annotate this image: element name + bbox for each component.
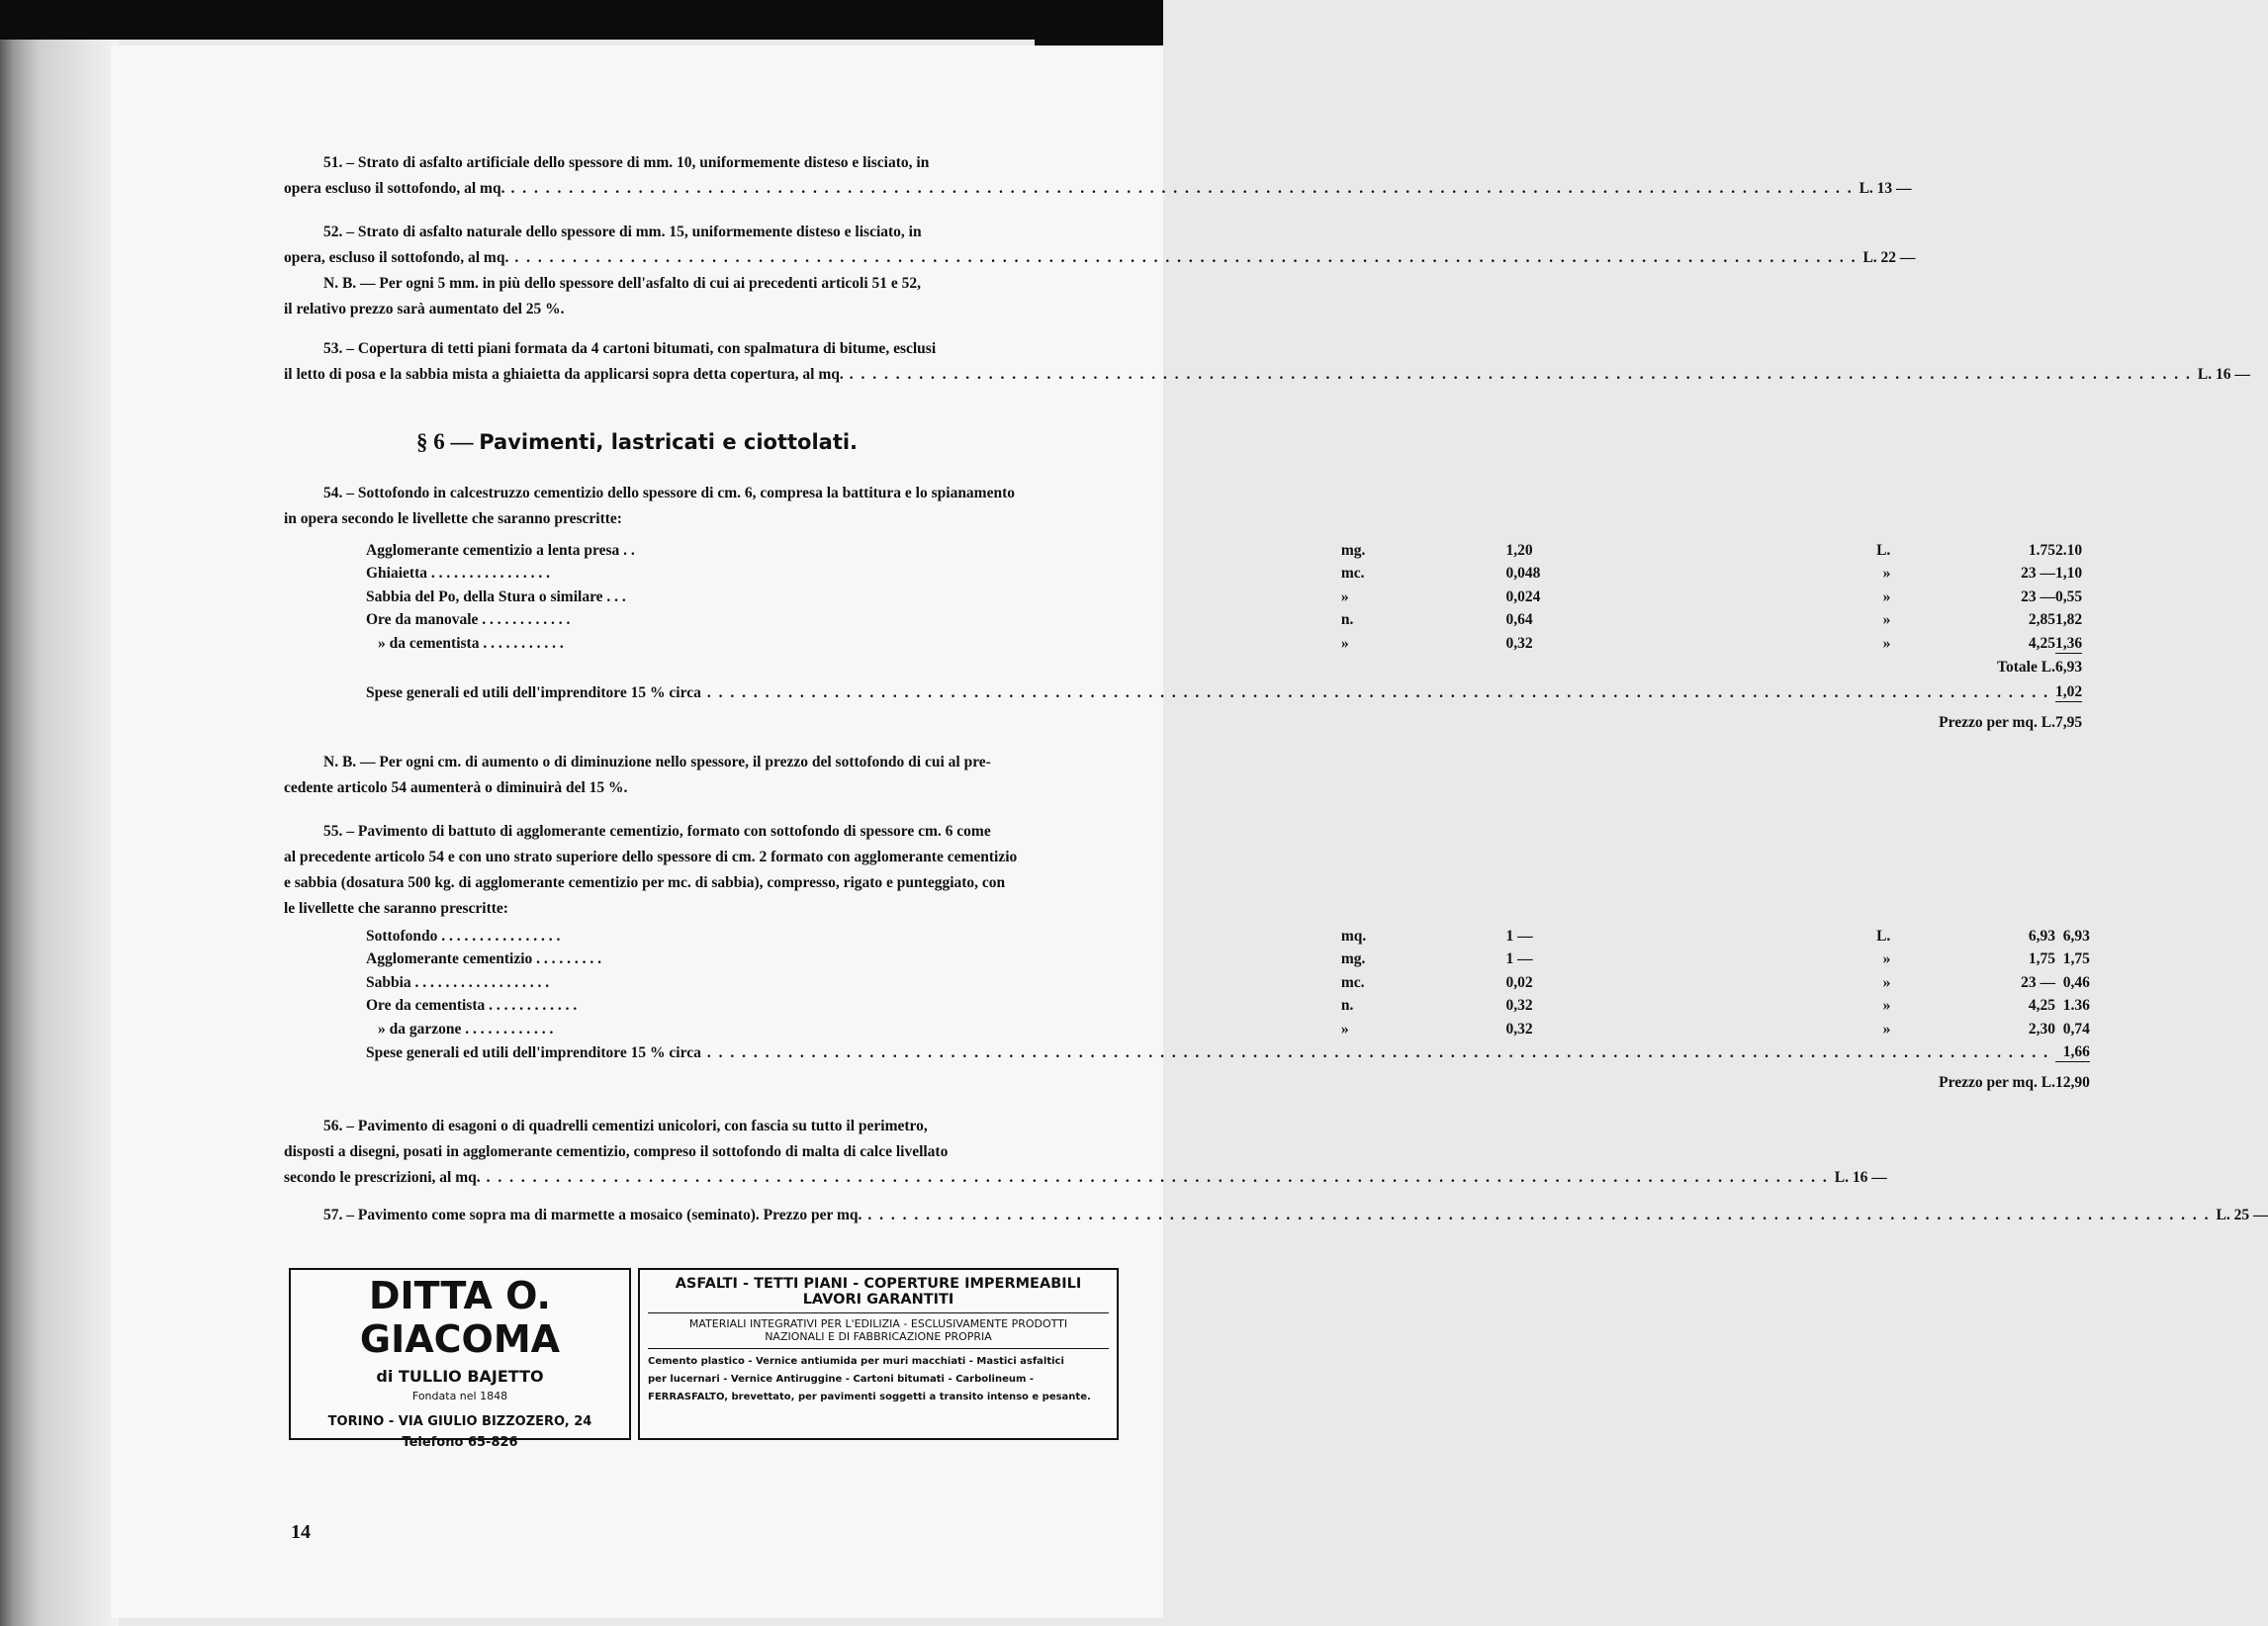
- spese-label: Spese generali ed utili dell'imprenditore 15 % circa: [366, 1043, 701, 1061]
- row-total: 1.36: [2062, 997, 2090, 1014]
- row-quantity: 0,32: [1505, 997, 1533, 1014]
- ad-product-line-2: per lucernari - Vernice Antiruggine - Cartoni bitumati - Carbolineum -: [648, 1374, 1035, 1385]
- table-row: [366, 992, 2090, 1016]
- row-quantity: 0,32: [1505, 635, 1533, 652]
- row-description: Agglomerante cementizio . . . . . . . . .: [366, 950, 602, 967]
- row-quantity: 0,024: [1505, 587, 1541, 605]
- ad-product-line-1: Cemento plastico - Vernice antiumida per muri macchiati - Mastici asfaltici: [648, 1356, 1064, 1367]
- item-56-line-2: disposti a disegni, posati in agglomerante cementizio, compreso il sottofondo di malta di calce livellato: [284, 1143, 949, 1160]
- section-heading: [111, 429, 1163, 455]
- row-unit: mq.: [1340, 927, 1367, 945]
- row-unit-price: 4,25: [2028, 997, 2055, 1014]
- book-binding-shadow: [0, 40, 119, 1626]
- row-description: » da cementista . . . . . . . . . . .: [378, 635, 564, 652]
- page-number: 14: [291, 1521, 311, 1543]
- item-53-price: L. 16 —: [2197, 366, 2250, 383]
- row-description: Sabbia . . . . . . . . . . . . . . . . . .: [366, 973, 550, 991]
- spese-row: [366, 677, 2082, 702]
- section-number: § 6 —: [415, 429, 474, 454]
- item-57: [323, 1203, 2268, 1228]
- spese-row: [366, 1039, 2090, 1062]
- item-53-line-1: 53. – Copertura di tetti piani formata da 4 cartoni bitumati, con spalmatura di bitume, esclusi: [323, 340, 937, 357]
- table-row: [366, 560, 2082, 584]
- item-55-line-3: e sabbia (dosatura 500 kg. di agglomerante cementizio per mc. di sabbia), compresso, rigato e punteggiato, con: [284, 874, 1006, 891]
- item-53-line-2: il letto di posa e la sabbia mista a ghiaietta da applicarsi sopra detta copertura, al mq.: [284, 366, 844, 383]
- totale-row: [366, 653, 2082, 677]
- row-currency: »: [1882, 587, 1891, 605]
- row-description: Sabbia del Po, della Stura o similare . . .: [366, 587, 626, 605]
- table-row: [366, 968, 2090, 992]
- row-unit-price: 23 —: [2021, 565, 2055, 582]
- item-51-price: L. 13 —: [1859, 180, 1912, 197]
- totale-value: 6,93: [2054, 659, 2083, 676]
- row-unit: mg.: [1340, 950, 1366, 967]
- company-name: DITTA O. GIACOMA: [359, 1274, 561, 1361]
- advertisement-products: [638, 1268, 1119, 1440]
- item-55-intro: [284, 819, 1273, 922]
- table-row: [366, 536, 2082, 560]
- prezzo-value: 7,95: [2054, 714, 2083, 731]
- row-quantity: 0,64: [1505, 611, 1533, 628]
- row-quantity: 1 —: [1505, 927, 1533, 945]
- item-51: [284, 150, 1912, 202]
- item-56-line-1: 56. – Pavimento di esagoni o di quadrelli cementizi unicolori, con fascia su tutto il perimetro,: [323, 1118, 928, 1134]
- row-unit: mc.: [1340, 973, 1365, 991]
- table-row: [366, 946, 2090, 969]
- company-founded: Fondata nel 1848: [411, 1390, 508, 1402]
- company-owner: di TULLIO BAJETTO: [376, 1367, 544, 1386]
- item-55-cost-table: [366, 922, 2090, 1092]
- row-total: 1,75: [2062, 950, 2090, 967]
- note-52-line-2: il relativo prezzo sarà aumentato del 25 %.: [284, 301, 565, 317]
- item-53: [284, 336, 2250, 388]
- ad-product-line-3: FERRASFALTO, brevettato, per pavimenti soggetti a transito intenso e pesante.: [648, 1392, 1091, 1402]
- row-quantity: 1 —: [1505, 950, 1533, 967]
- leader-dots: [707, 1044, 2049, 1062]
- item-54-intro: [284, 481, 1273, 532]
- item-56-price: L. 16 —: [1834, 1169, 1887, 1186]
- leader-dots: [850, 362, 2192, 388]
- row-description: » da garzone . . . . . . . . . . . .: [378, 1020, 554, 1038]
- item-54-cost-table: [366, 536, 2082, 732]
- ad-headline: ASFALTI - TETTI PIANI - COPERTURE IMPERMEABILI: [675, 1276, 1082, 1292]
- row-currency: »: [1882, 950, 1891, 967]
- row-unit: mg.: [1340, 541, 1366, 559]
- ad-materials-line-2: NAZIONALI E DI FABBRICAZIONE PROPRIA: [765, 1330, 992, 1343]
- row-description: Ghiaietta . . . . . . . . . . . . . . . .: [366, 565, 550, 582]
- row-currency: L.: [1876, 927, 1891, 945]
- row-currency: »: [1882, 997, 1891, 1014]
- item-56: [284, 1114, 1887, 1191]
- row-unit: »: [1340, 1020, 1349, 1038]
- item-57-line-1: 57. – Pavimento come sopra ma di marmette a mosaico (seminato). Prezzo per mq.: [323, 1207, 862, 1223]
- row-currency: »: [1882, 565, 1891, 582]
- row-total: 0,74: [2062, 1020, 2090, 1038]
- row-description: Agglomerante cementizio a lenta presa . .: [366, 541, 635, 559]
- row-total: 1,82: [2054, 611, 2083, 628]
- row-total: 1,36: [2055, 629, 2082, 653]
- item-52-line-1: 52. – Strato di asfalto naturale dello spessore di mm. 15, uniformemente disteso e lisciato, in: [323, 224, 922, 240]
- row-currency: »: [1882, 635, 1891, 652]
- prezzo-value: 12,90: [2054, 1074, 2090, 1091]
- section-title: Pavimenti, lastricati e ciottolati.: [479, 430, 859, 454]
- item-57-price: L. 25 —: [2216, 1207, 2268, 1223]
- document-page: [111, 45, 2268, 1618]
- row-unit-price: 6,93: [2028, 927, 2055, 945]
- table-row: [366, 1015, 2090, 1039]
- row-unit: »: [1340, 587, 1349, 605]
- totale-label: Totale L.: [1997, 659, 2055, 676]
- row-unit: mc.: [1340, 565, 1365, 582]
- row-total: 0,55: [2054, 587, 2083, 605]
- row-unit-price: 23 —: [2021, 587, 2055, 605]
- item-52-price: L. 22 —: [1862, 249, 1916, 266]
- row-unit-price: 2,30: [2028, 1020, 2055, 1038]
- leader-dots: [510, 176, 1853, 202]
- row-currency: »: [1882, 973, 1891, 991]
- row-unit-price: 23 —: [2021, 973, 2055, 991]
- scan-top-border: [0, 0, 1163, 40]
- prezzo-label: Prezzo per mq. L.: [1939, 714, 2055, 731]
- item-52-line-2: opera, escluso il sottofondo, al mq.: [284, 249, 509, 266]
- row-currency: L.: [1876, 541, 1891, 559]
- ad-guarantee: LAVORI GARANTITI: [802, 1292, 954, 1308]
- item-56-line-3: secondo le prescrizioni, al mq.: [284, 1169, 481, 1186]
- item-51-line-2: opera escluso il sottofondo, al mq.: [284, 180, 505, 197]
- row-quantity: 0,048: [1505, 565, 1541, 582]
- row-quantity: 0,32: [1505, 1020, 1533, 1038]
- ad-materials-line-1: MATERIALI INTEGRATIVI PER L'EDILIZIA - ESCLUSIVAMENTE PRODOTTI: [688, 1317, 1068, 1330]
- table-row: [366, 583, 2082, 606]
- item-51-line-1: 51. – Strato di asfalto artificiale dello spessore di mm. 10, uniformemente disteso e lisciato, in: [323, 154, 930, 171]
- row-currency: »: [1882, 1020, 1891, 1038]
- row-unit-price: 2,85: [2028, 611, 2055, 628]
- row-total: 2.10: [2054, 541, 2083, 559]
- company-address: TORINO - VIA GIULIO BIZZOZERO, 24: [327, 1414, 592, 1429]
- row-quantity: 1,20: [1505, 541, 1533, 559]
- row-currency: »: [1882, 611, 1891, 628]
- row-quantity: 0,02: [1505, 973, 1533, 991]
- note-54-line-1: N. B. — Per ogni cm. di aumento o di diminuzione nello spessore, il prezzo del sottofondo di cui al pre-: [323, 754, 991, 770]
- spese-label: Spese generali ed utili dell'imprenditore 15 % circa: [366, 683, 701, 701]
- row-description: Ore da manovale . . . . . . . . . . . .: [366, 611, 571, 628]
- spese-value: 1,02: [2055, 677, 2082, 702]
- row-unit-price: 4,25: [2028, 635, 2055, 652]
- leader-dots: [487, 1165, 1829, 1191]
- item-52: [284, 220, 1916, 322]
- prezzo-row: [366, 1062, 2090, 1093]
- advertisement-company: [289, 1268, 631, 1450]
- leader-dots: [707, 684, 2049, 702]
- leader-dots: [514, 245, 1857, 271]
- row-description: Sottofondo . . . . . . . . . . . . . . . .: [366, 927, 561, 945]
- table-row: [366, 606, 2082, 630]
- item-54-line-2: in opera secondo le livellette che saranno prescritte:: [284, 510, 622, 527]
- item-55-line-4: le livellette che saranno prescritte:: [284, 900, 508, 917]
- item-54-line-1: 54. – Sottofondo in calcestruzzo cementizio dello spessore di cm. 6, compresa la battitura e lo spianamento: [323, 485, 1016, 501]
- row-unit-price: 1,75: [2028, 950, 2055, 967]
- prezzo-row: [366, 702, 2082, 733]
- note-54-line-2: cedente articolo 54 aumenterà o diminuirà del 15 %.: [284, 779, 628, 796]
- row-total: 0,46: [2062, 973, 2090, 991]
- row-unit-price: 1.75: [2028, 541, 2055, 559]
- leader-dots: [867, 1203, 2210, 1228]
- table-row: [366, 922, 2090, 946]
- company-phone: Telefono 65-826: [402, 1435, 518, 1450]
- item-54-note: [284, 750, 1273, 801]
- row-unit: »: [1340, 635, 1349, 652]
- spese-value: 1,66: [2055, 1039, 2090, 1062]
- row-unit: n.: [1340, 611, 1354, 628]
- row-total: 1,10: [2054, 565, 2083, 582]
- note-52-line-1: N. B. — Per ogni 5 mm. in più dello spessore dell'asfalto di cui ai precedenti articoli 51 e 52,: [323, 275, 922, 292]
- item-55-line-2: al precedente articolo 54 e con uno strato superiore dello spessore di cm. 2 formato con agglomerante cementizio: [284, 849, 1018, 865]
- prezzo-label: Prezzo per mq. L.: [1939, 1074, 2055, 1091]
- row-description: Ore da cementista . . . . . . . . . . . .: [366, 997, 578, 1014]
- row-total: 6,93: [2062, 927, 2090, 945]
- item-55-line-1: 55. – Pavimento di battuto di agglomerante cementizio, formato con sottofondo di spessore cm. 6 come: [323, 823, 991, 840]
- row-unit: n.: [1340, 997, 1354, 1014]
- table-row: [366, 629, 2082, 653]
